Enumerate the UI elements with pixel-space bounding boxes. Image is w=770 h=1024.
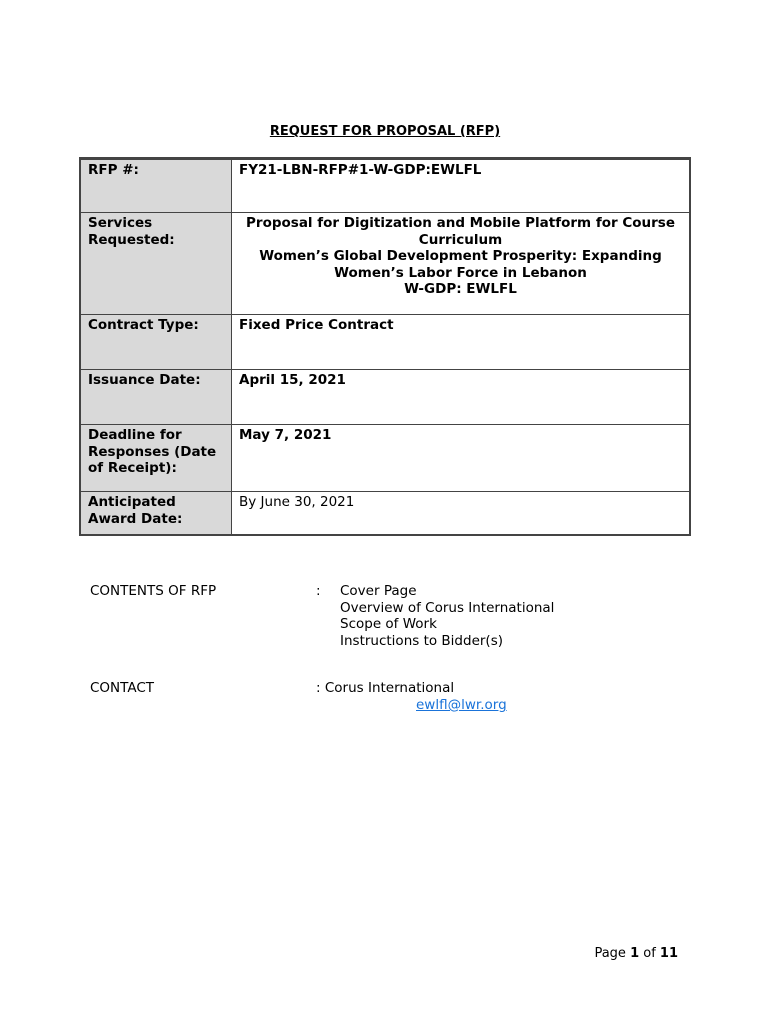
- services-line: Proposal for Digitization and Mobile Platform for Course Curriculum: [246, 215, 675, 248]
- page-prefix: Page: [594, 946, 631, 961]
- services-requested-label: Services Requested:: [80, 213, 232, 315]
- contents-label: CONTENTS OF RFP: [90, 583, 217, 599]
- contact-organization: : Corus International: [316, 680, 455, 696]
- rfp-info-table: [79, 157, 691, 536]
- contract-type-value: Fixed Price Contract: [232, 315, 691, 370]
- contract-type-label: Contract Type:: [80, 315, 232, 370]
- deadline-label: Deadline for Responses (Date of Receipt):: [80, 425, 232, 492]
- services-requested-value: [232, 213, 691, 315]
- list-item: Scope of Work: [340, 616, 437, 633]
- page-number: [594, 946, 678, 961]
- current-page: 1: [630, 946, 640, 961]
- table-row: [80, 315, 690, 370]
- rfp-number-label: RFP #:: [80, 159, 232, 213]
- document-title: REQUEST FOR PROPOSAL (RFP): [269, 124, 501, 139]
- issuance-date-label: Issuance Date:: [80, 370, 232, 425]
- contact-email-link[interactable]: ewlfl@lwr.org: [416, 697, 507, 713]
- services-line: Women’s Global Development Prosperity: Expanding Women’s Labor Force in Lebanon: [259, 248, 662, 281]
- list-item: Instructions to Bidder(s): [340, 632, 503, 649]
- contact-label: CONTACT: [90, 680, 155, 696]
- deadline-value: May 7, 2021: [232, 425, 691, 492]
- list-item: Cover Page: [340, 583, 417, 599]
- issuance-date-value: April 15, 2021: [232, 370, 691, 425]
- table-row: [80, 213, 690, 315]
- award-date-value: By June 30, 2021: [232, 492, 691, 535]
- total-pages: 11: [659, 946, 678, 961]
- services-line: W-GDP: EWLFL: [404, 281, 517, 297]
- contents-colon: :: [316, 583, 321, 599]
- table-row: [80, 159, 690, 213]
- list-item: Overview of Corus International: [340, 599, 555, 616]
- page-of: of: [639, 946, 660, 961]
- award-date-label: Anticipated Award Date:: [80, 492, 232, 535]
- rfp-number-value: FY21-LBN-RFP#1-W-GDP:EWLFL: [232, 159, 691, 213]
- table-row: [80, 425, 690, 492]
- table-row: [80, 370, 690, 425]
- table-row: [80, 492, 690, 535]
- contents-list: [340, 583, 554, 649]
